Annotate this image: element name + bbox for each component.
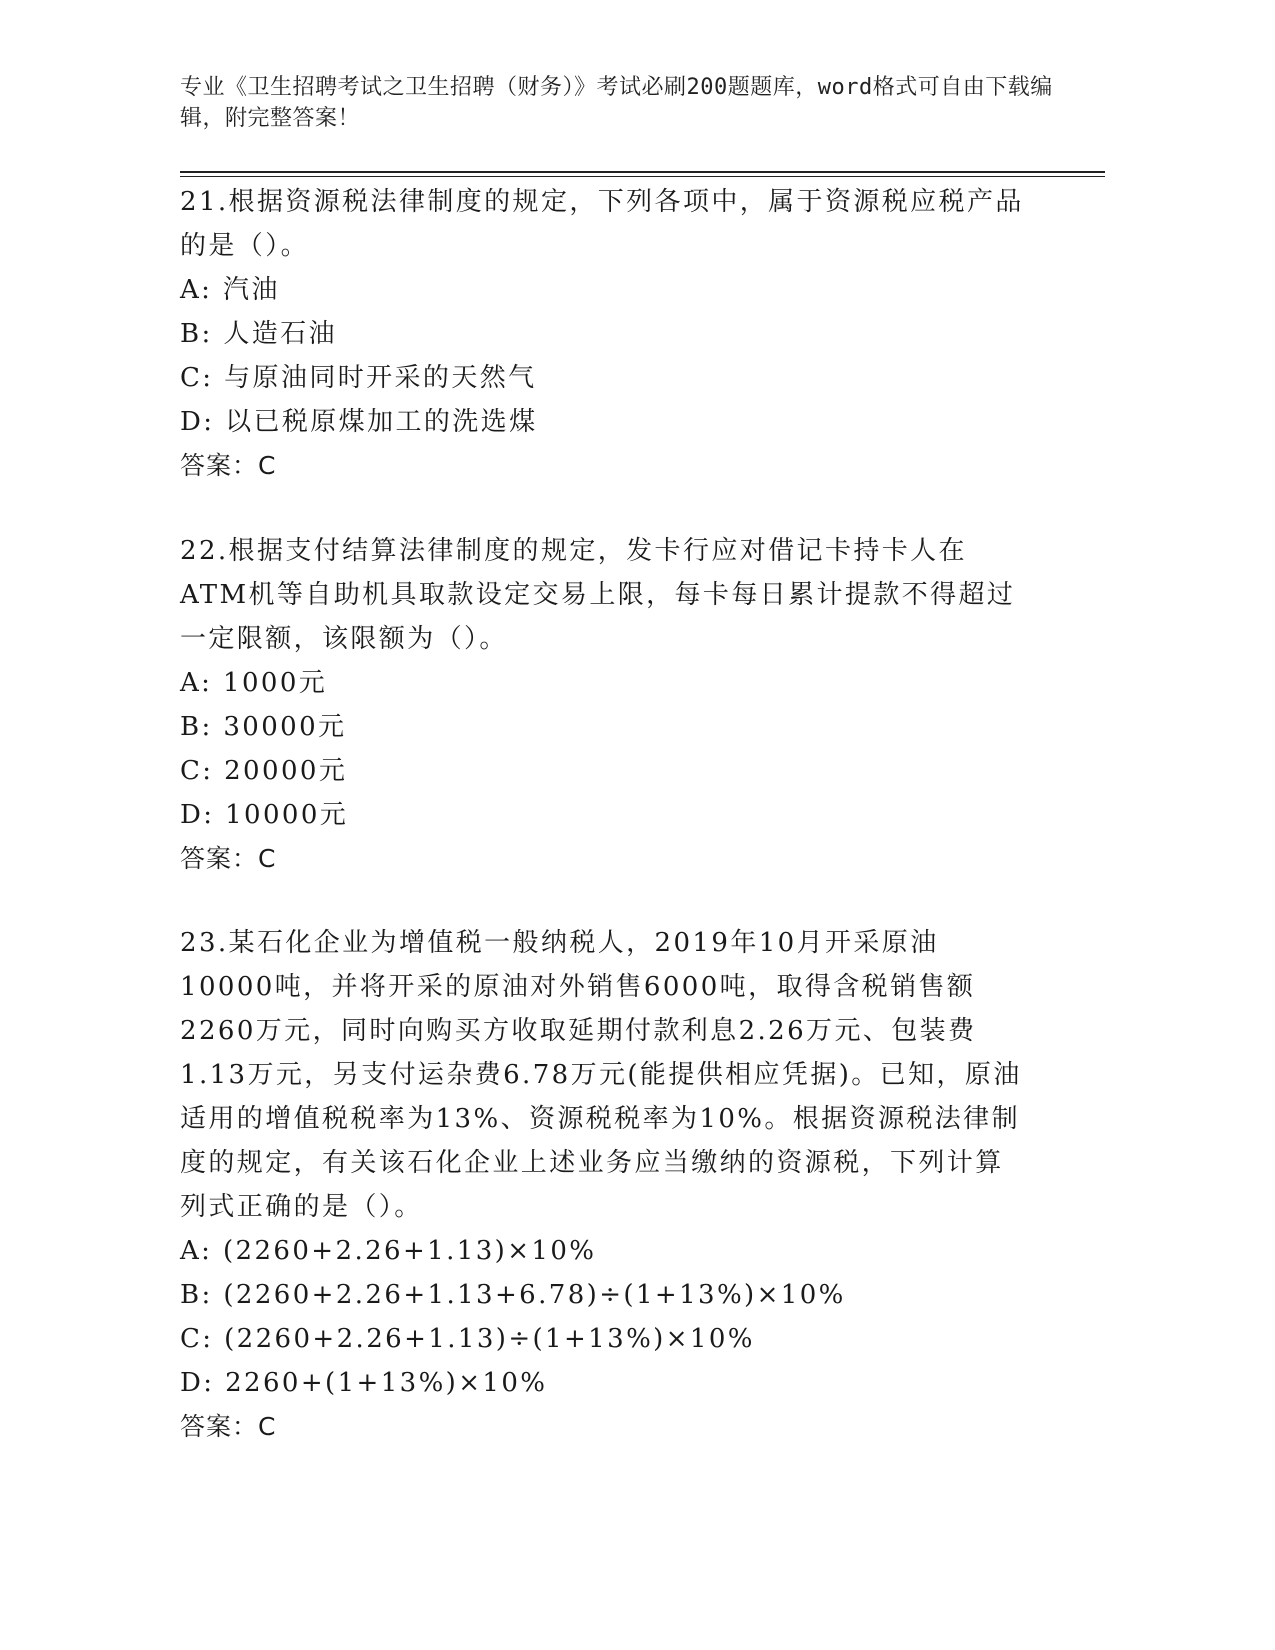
option-a: A: (2260+2.26+1.13)×10% (180, 1236, 597, 1266)
option-d: D: 以已税原煤加工的洗选煤 (180, 407, 538, 437)
option-c: C: (2260+2.26+1.13)÷(1+13%)×10% (180, 1324, 755, 1354)
option-d: D: 10000元 (180, 800, 349, 830)
document-header: 专业《卫生招聘考试之卫生招聘（财务）》考试必刷200题题库，word格式可自由下载编辑，附完整答案！ (180, 75, 1053, 131)
answer: 答案：C (180, 1412, 277, 1441)
option-a: A: 汽油 (180, 275, 280, 305)
option-d: D: 2260+(1+13%)×10% (180, 1368, 548, 1398)
question-stem: 23.某石化企业为增值税一般纳税人，2019年10月开采原油10000吨，并将开采的原油对外销售6000吨，取得含税销售额2260万元，同时向购买方收取延期付款利息2.26万元、包装费1.13万元，另支付运杂费6.78万元(能提供相应凭据)。已知，原油适用的增值税税率为13%、资源税税率为10%。根据资源税法律制度的规定，有关该石化企业上述业务应当缴纳的资源税，下列计算列式正确的是（）。 (180, 928, 1022, 1222)
answer: 答案：C (180, 451, 277, 480)
option-b: B: (2260+2.26+1.13+6.78)÷(1+13%)×10% (180, 1280, 846, 1310)
question-stem: 22.根据支付结算法律制度的规定，发卡行应对借记卡持卡人在ATM机等自助机具取款设定交易上限，每卡每日累计提款不得超过一定限额，该限额为（）。 (180, 536, 1016, 654)
question-stem: 21.根据资源税法律制度的规定，下列各项中，属于资源税应税产品的是（）。 (180, 187, 1024, 261)
option-b: B: 人造石油 (180, 319, 337, 349)
answer: 答案：C (180, 844, 277, 873)
option-c: C: 与原油同时开采的天然气 (180, 363, 537, 393)
question-22 (180, 529, 1030, 881)
header-divider (180, 171, 1105, 173)
option-c: C: 20000元 (180, 756, 348, 786)
question-21 (180, 180, 1030, 488)
question-23 (180, 921, 1030, 1449)
option-a: A: 1000元 (180, 668, 328, 698)
header-divider-thin (180, 176, 1105, 177)
option-b: B: 30000元 (180, 712, 347, 742)
